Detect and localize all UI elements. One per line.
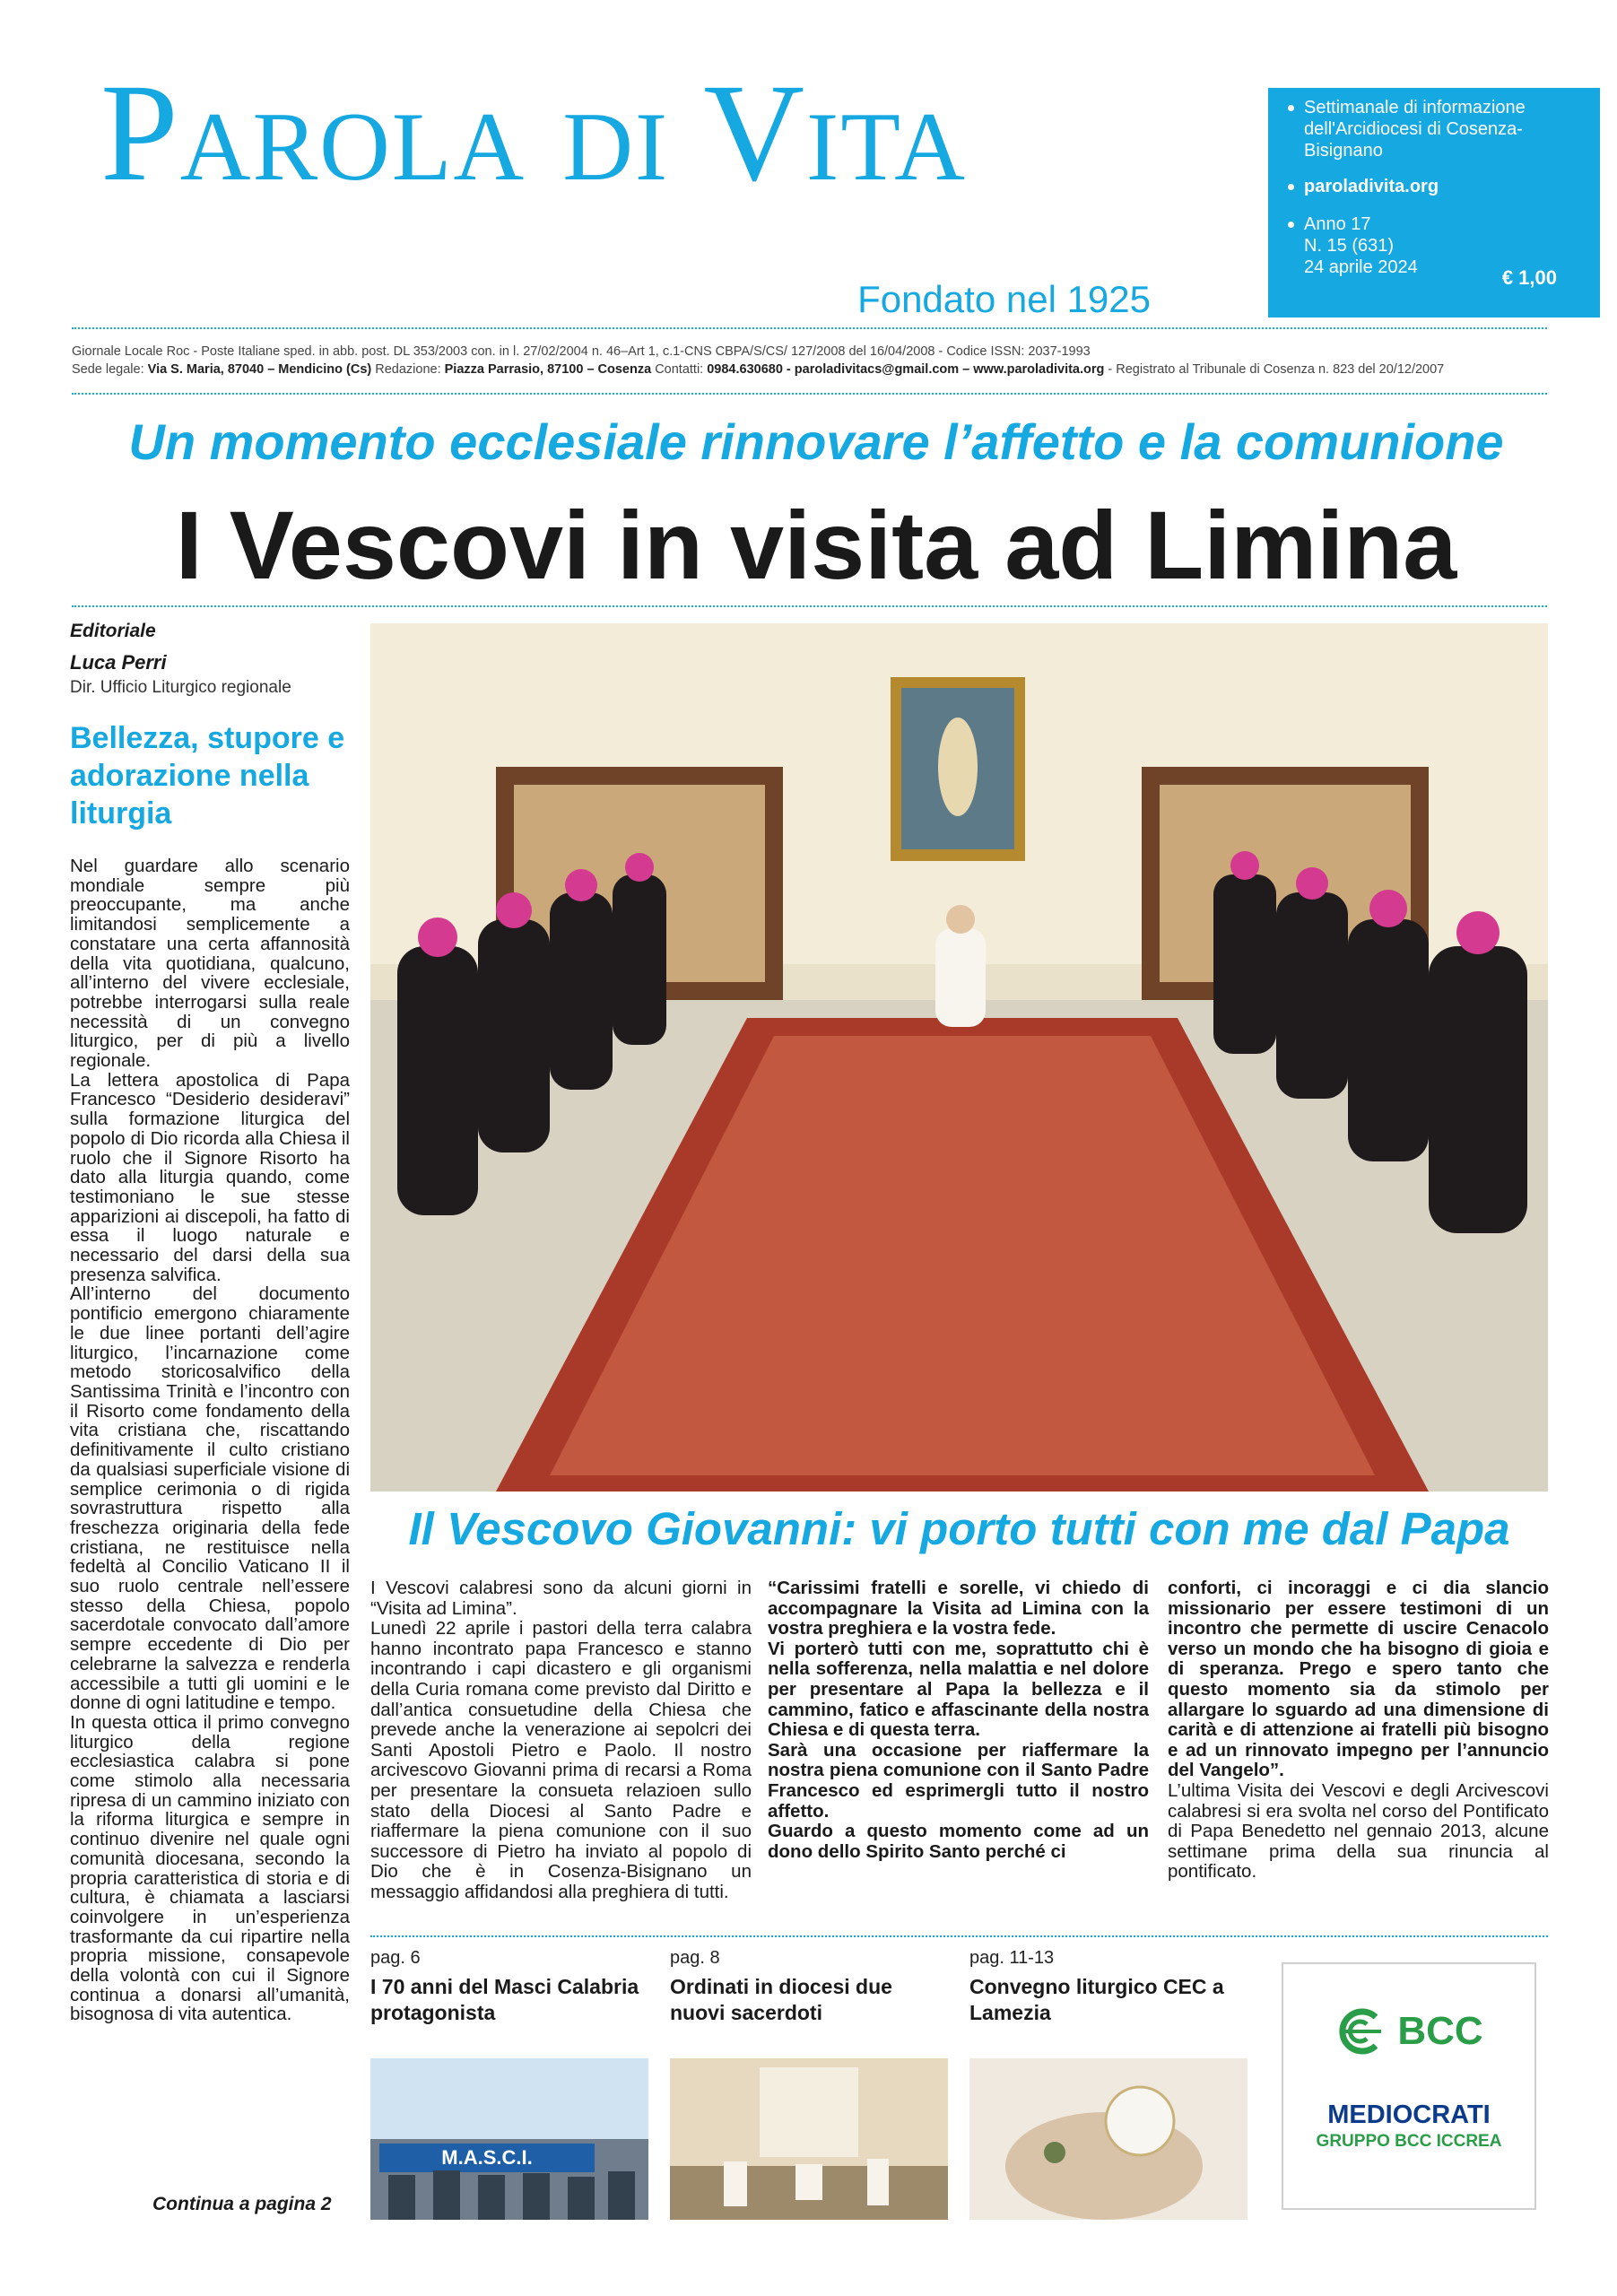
issue-year: Anno 17 <box>1304 214 1371 234</box>
issue-price: € 1,00 <box>1501 266 1557 289</box>
legal-line-2 <box>72 361 1552 378</box>
bcc-group-name: GRUPPO BCC ICCREA <box>1316 2132 1502 2151</box>
logo-text: Parola di Vita <box>100 55 967 210</box>
bcc-bank-name: MEDIOCRATI <box>1327 2100 1491 2129</box>
editorial-paragraph: Nel guardare allo scenario mondiale sempre più preoccupante, ma anche limitandosi semplicemente a constatare una certa affannosità della vita quotidiana, qualcuno, all’interno del vivere ecclesiale, potrebbe interrogarsi sulla reale necessità di un convegno liturgico, per di più a livello regionale. <box>70 856 350 1072</box>
editorial-paragraph: All’interno del documento pontificio emergono chiaramente le due linee portanti dell’agire liturgico, l’incarnazione come metodo storicosalvifico della Santissima Trinità e l’incontro con il Risorto come fondamento della vita cristiana che, riscattando definitivamente il culto cristiano da qualsiasi superficiale visione di semplice cerimonia o di rigida sovrastruttura rispetto alla freschezza originaria della fede cristiana, ne restituisce nella fedeltà al Concilio Vaticano II il suo ruolo centrale nell’essere stesso della Chiesa, popolo sacerdotale convocato dall’amore sempre eccedente di Dio per celebrarne la salvezza e renderla accessibile a tutti gli uomini e le donne di ogni latitudine e tempo. <box>70 1283 350 1714</box>
bcc-logo-icon <box>1334 2005 1388 2058</box>
legal-sede: Via S. Maria, 87040 – Mendicino (Cs) <box>147 362 372 377</box>
thumb-ordination-photo[interactable] <box>670 2058 948 2220</box>
editorial-body <box>70 857 350 2024</box>
editorial-paragraph: La lettera apostolica di Papa Francesco “Desiderio desideravi” sulla formazione liturgica del popolo di Dio ricorda alla Chiesa il ruolo che il Signore Risorto ha dato alla liturgia quando, come testimoniano le sue stesse apparizioni ai discepoli, ha fatto di essa il luogo naturale e necessario del darsi della sua presenza salvifica. <box>70 1069 350 1285</box>
thumb-convegno-illustration <box>969 2058 1248 2220</box>
continue-link[interactable]: Continua a pagina 2 <box>152 2194 332 2214</box>
bcc-logo <box>1283 2000 1534 2063</box>
teaser-page: pag. 11-13 <box>969 1948 1055 1968</box>
legal-label-contatti: Contatti: <box>651 362 708 377</box>
issue-date: 24 aprile 2024 <box>1304 257 1418 277</box>
legal-line-1: Giornale Locale Roc - Poste Italiane sped. in abb. post. DL 353/2003 con. in l. 27/02/2004 n. 46–Art 1, c.1-CNS CBPA/S/CS/ 127/2008 del 16/04/2008 - Codice ISSN: 2037-1993 <box>72 344 1091 359</box>
article-column-3 <box>1168 1578 1549 1883</box>
article-paragraph: “Carissimi fratelli e sorelle, vi chiedo di accompagnare la Visita ad Limina con la vostra preghiera e la vostra fede. <box>768 1578 1149 1639</box>
issue-info-box <box>1268 88 1600 317</box>
thumb-ordination-illustration <box>670 2058 948 2220</box>
teaser-divider <box>370 1935 1548 1937</box>
editorial-title: Bellezza, stupore e adorazione nella liturgia <box>70 721 345 831</box>
article-quote-end: conforti, ci incoraggi e ci dia slancio missionario per essere testimoni di un incontro che permette di uscire Cenacolo verso un mondo che ha bisogno di gioia e di speranza. Prego e spero tanto che questo momento sia da stimolo per allargare lo sguardo ad una dimensione di carità e di attenzione ai fratelli più bisogno e ad un rinnovato impegno per l’annuncio del Vangelo”. <box>1168 1578 1549 1781</box>
teaser-ordinations[interactable] <box>670 1948 939 2026</box>
teaser-title: I 70 anni del Masci Calabria protagonista <box>370 1975 639 2024</box>
teaser-title: Ordinati in diocesi due nuovi sacerdoti <box>670 1975 892 2024</box>
article-paragraph: Lunedì 22 aprile i pastori della terra calabra hanno incontrato papa Francesco e stanno incontrando i capi dicastero e gli organismi della Curia romana come previsto dal Diritto e dall’antica consuetudine della Chiesa che prevede anche la venerazione ai sepolcri dei Santi Apostoli Pietro e Paolo. Il nostro arcivescovo Giovanni prima di recarsi a Roma per presentare la consueta relazioen sullo stato della Diocesi al Santo Padre e riaffermare la piena comunione con il suo successore di Pietro ha inviato al popolo di Dio che è in Cosenza-Bisignano un messaggio affidandosi alla preghiera di tutti. <box>370 1618 752 1902</box>
editorial-label: Editoriale <box>70 621 156 641</box>
thumb-convegno-photo[interactable] <box>969 2058 1248 2220</box>
lead-headline: I Vescovi in visita ad Limina <box>175 491 1457 599</box>
legal-divider <box>72 393 1547 395</box>
masthead-logo <box>100 55 1159 278</box>
legal-label-sede: Sede legale: <box>72 362 148 377</box>
main-photo-bishops-with-pope <box>370 623 1548 1492</box>
issue-number: N. 15 (631) <box>1304 236 1395 256</box>
article-paragraph: Guardo a questo momento come ad un dono dello Spirito Santo perché ci <box>768 1821 1149 1862</box>
article-column-1 <box>370 1578 752 1903</box>
bcc-advertisement[interactable] <box>1282 1962 1536 2210</box>
masthead-divider <box>72 327 1547 329</box>
editorial-author: Luca Perri <box>70 651 167 674</box>
teaser-convegno[interactable] <box>969 1948 1239 2026</box>
legal-label-redazione: Redazione: <box>371 362 445 377</box>
thumb-banner-text: M.A.S.C.I. <box>441 2146 533 2169</box>
teaser-title: Convegno liturgico CEC a Lamezia <box>969 1975 1224 2024</box>
headline-divider <box>72 605 1547 607</box>
teaser-page: pag. 6 <box>370 1948 421 1968</box>
article-paragraph: I Vescovi calabresi sono da alcuni giorni in “Visita ad Limina”. <box>370 1578 752 1619</box>
article-column-2 <box>768 1578 1149 1862</box>
main-photo-illustration <box>370 623 1548 1492</box>
teaser-page: pag. 8 <box>670 1948 720 1968</box>
article-paragraph: L’ultima Visita dei Vescovi e degli Arcivescovi calabresi si era svolta nel corso del Pontificato di Papa Benedetto nel gennaio 2013, alcune settimane prima della sua rinuncia al pontificato. <box>1168 1779 1549 1883</box>
legal-info <box>72 343 1552 378</box>
teaser-masci[interactable] <box>370 1948 639 2026</box>
article-paragraph: Vi porterò tutti con me, soprattutto chi è nella sofferenza, nella malattia e nel dolore per presentare al Papa la bellezza e il cammino, fatico e affascinante della nostra Chiesa e di questa terra. <box>768 1638 1149 1741</box>
thumb-masci-illustration <box>370 2058 648 2220</box>
bcc-brand: BCC <box>1397 2009 1483 2053</box>
publication-description: Settimanale di informazione dell'Arcidiocesi di Cosenza-Bisignano <box>1288 97 1580 161</box>
article-subhead: Il Vescovo Giovanni: vi porto tutti con me dal Papa <box>408 1503 1510 1554</box>
legal-registration: - Registrato al Tribunale di Cosenza n. 823 del 20/12/2007 <box>1104 362 1445 377</box>
editorial-paragraph: In questa ottica il primo convegno liturgico della regione ecclesiastica calabra si pone come stimolo alla necessaria ripresa di un cammino iniziato con la riforma liturgica e sempre in continuo divenire nel quale ogni comunità diocesana, secondo la propria caratteristica di storia e di cultura, è chiamata a lasciarsi coinvolgere in un’esperienza trasformante da cui ripartire nella propria missione, consapevole della volontà con cui il Signore continua a donarsi all’umanità, bisognosa di vita autentica. <box>70 1711 350 2025</box>
website-link[interactable]: paroladivita.org <box>1288 176 1580 197</box>
legal-redazione: Piazza Parrasio, 87100 – Cosenza <box>444 362 652 377</box>
editorial-author-role: Dir. Ufficio Liturgico regionale <box>70 678 291 697</box>
article-paragraph-bold <box>1168 1578 1549 1781</box>
legal-contatti: 0984.630680 - paroladivitacs@gmail.com – www.paroladivita.org <box>707 362 1105 377</box>
thumb-masci-photo[interactable] <box>370 2058 648 2220</box>
lead-kicker: Un momento ecclesiale rinnovare l’affetto e la comunione <box>128 413 1504 470</box>
article-paragraph: Sarà una occasione per riaffermare la nostra piena comunione con il Santo Padre Francesco ed esprimergli tutto il nostro affetto. <box>768 1739 1149 1822</box>
founded-line: Fondato nel 1925 <box>857 278 1151 320</box>
